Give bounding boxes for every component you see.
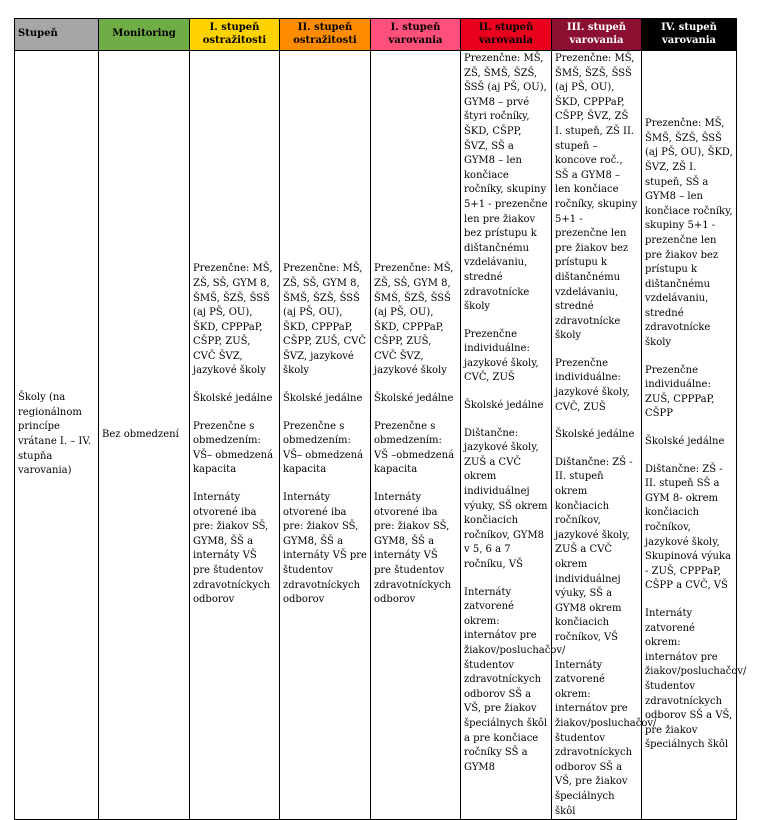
header-varovanie-1: I. stupeň varovania xyxy=(371,19,461,51)
cell-text-block: Dištančne: jazykové školy, ZUŠ a CVČ okrem individuálnej výuky, SŠ okrem končiacich ročníkov, GYM8 v 5, 6 a 7 ročníku, VŠ xyxy=(464,427,548,570)
cell-text-block: Prezenčne: MŠ, ŠMŠ, ŠZŠ, ŠSŠ (aj PŠ, OU), ŠKD, CPPPaP, CŠPP, ŠVZ, ZŠ I. stupeň, ZŠ II. stupeň – koncove roč., SŠ a GYM8 – len končiace ročníky, skupiny 5+1 - prezenčne len pre žiakov bez prístupu k dištančnému vzdelávaniu, stredné zdravotnícke školy xyxy=(555,53,638,342)
cell-text-block: Prezenčne individuálne: jazykové školy, CVČ, ZUŠ xyxy=(464,328,539,384)
cell-text-block: Školské jedálne xyxy=(645,436,725,448)
cell-text-block: Prezenčne: MŠ, ZŠ, ŠMŠ, ŠZŠ, ŠSŠ (aj PŠ, OU), GYM8 – prvé štyri ročníky, ŠKD, CŠPP, ŠVZ, SŠ a GYM8 – len končiace ročníky, skupiny 5+1 - prezenčne len pre žiakov bez prístupu k dištančnému vzdelávaniu, stredné zdravotnícke školy xyxy=(464,53,548,313)
header-varovanie-4: IV. stupeň varovania xyxy=(642,19,737,51)
cell-text-block: Školské jedálne xyxy=(283,393,363,405)
table-row xyxy=(15,51,737,820)
cell-text-block: Prezenčne: MŠ, ZŠ, SŠ, GYM 8, ŠMŠ, ŠZŠ, ŠSŠ (aj PŠ, OU), ŠKD, CPPPaP, CŠPP, ZUŠ, CVČ ŠVZ, jazykové školy xyxy=(283,263,367,377)
cell-text-block: Internáty otvorené iba pre: žiakov SŠ, GYM8, ŠŠ a internáty VŠ pre študentov zdravotníckych odborov xyxy=(193,492,271,606)
cell-text-block: Prezenčne individuálne: jazykové školy, CVČ, ZUŠ xyxy=(555,357,630,413)
header-varovanie-3: III. stupeň varovania xyxy=(552,19,642,51)
cell-text-block: Dištančne: ZŠ - II. stupeň SŠ a GYM 8- okrem končiacich ročníkov, jazykové školy, Skupinová výuka - ZUŠ, CPPPaP, CŠPP a CVČ, VŠ xyxy=(645,463,731,592)
cell-text-block: Školské jedálne xyxy=(193,393,273,405)
cell-text-block: Internáty zatvorené okrem: internátov pre žiakov/posluchačov/študentov zdravotníckych odborov SŠ a VŠ, pre žiakov špeciálnych škôl xyxy=(645,607,747,751)
cell-text-block: Prezenčne: MŠ, ZŠ, SŠ, GYM 8, ŠMŠ, ŠZŠ, ŠSŠ (aj PŠ, OU), ŠKD, CPPPaP, CŠPP, ZUŠ, CVČ ŠVZ, jazykové školy xyxy=(374,263,454,377)
header-ostrazitost-1: I. stupeň ostražitosti xyxy=(190,19,280,51)
table-header xyxy=(15,19,737,51)
cell-text-block: Internáty otvorené iba pre: žiakov SŠ, GYM8, ŠŠ a internáty VŠ pre študentov zdravotníckych odborov xyxy=(283,492,367,606)
cell-ostrazitost-2 xyxy=(280,51,371,820)
row-label-skoly: Školy (na regionálnom princípe vrátane I. – IV. stupňa varovania) xyxy=(15,51,99,820)
cell-text-block: Prezenčne s obmedzením: VŠ –obmedzená kapacita xyxy=(374,420,455,476)
cell-ostrazitost-1 xyxy=(190,51,280,820)
header-monitoring: Monitoring xyxy=(99,19,190,51)
cell-varovanie-4 xyxy=(642,51,747,820)
cell-text-block: Prezenčne s obmedzením: VŠ– obmedzená kapacita xyxy=(193,420,274,476)
cell-text-block: Internáty zatvorené okrem: internátov pre žiakov/posluchačov/študentov zdravotníckych odborov SŠ a VŠ, pre žiakov špeciálnych škôl a pre končiace ročníky SŠ a GYM8 xyxy=(464,586,566,773)
cell-text-block: Dištančne: ZŠ - II. stupeň okrem končiacich ročníkov, jazykové školy, ZUŠ a CVČ okrem individuálnej výuky, SŠ a GYM8 okrem končiacich ročníkov, VŠ xyxy=(555,456,633,643)
cell-varovanie-1 xyxy=(371,51,461,820)
header-stupen: Stupeň xyxy=(15,19,99,51)
cell-text-block: Prezenčne: MŠ, ZŠ, SŠ, GYM 8, ŠMŠ, ŠZŠ, ŠSŠ (aj PŠ, OU), ŠKD, CPPPaP, CŠPP, ZUŠ, CVČ ŠVZ, jazykové školy xyxy=(193,263,273,377)
covid-school-levels-table xyxy=(14,18,747,820)
cell-varovanie-2 xyxy=(461,51,566,820)
header-row xyxy=(15,19,737,51)
cell-text-block: Školské jedálne xyxy=(464,400,544,412)
cell-text-block: Internáty zatvorené okrem: internátov pre žiakov/posluchačov/študentov zdravotníckych odborov SŠ a VŠ, pre žiakov špeciálnych škôl xyxy=(555,659,657,817)
header-ostrazitost-2: II. stupeň ostražitosti xyxy=(280,19,371,51)
cell-text-block: Prezenčne s obmedzením: VŠ– obmedzená kapacita xyxy=(283,420,364,476)
cell-text-block: Prezenčne: MŠ, ŠMŠ, ŠZŠ, ŠSŠ (aj PŠ, OU), ŠKD, ŠVZ, ZŠ I. stupeň, SŠ a GYM8 – len končiace ročníky, skupiny 5+1 - prezenčne len pre žiakov bez prístupu k dištančnému vzdelávaniu, stredné zdravotnícke školy xyxy=(645,118,733,349)
cell-text-block: Prezenčne individuálne: ZUŠ, CPPPaP, CŠPP xyxy=(645,364,715,420)
cell-varovanie-3 xyxy=(552,51,657,820)
cell-monitoring: Bez obmedzení xyxy=(99,51,190,820)
cell-text-block: Školské jedálne xyxy=(374,393,454,405)
cell-text-block: Školské jedálne xyxy=(555,429,635,441)
table-body xyxy=(15,51,747,820)
cell-text-block: Internáty otvorené iba pre: žiakov SŠ, GYM8, ŠŠ a internáty VŠ pre študentov zdravotníckych odborov xyxy=(374,492,452,606)
header-varovanie-2: II. stupeň varovania xyxy=(461,19,552,51)
